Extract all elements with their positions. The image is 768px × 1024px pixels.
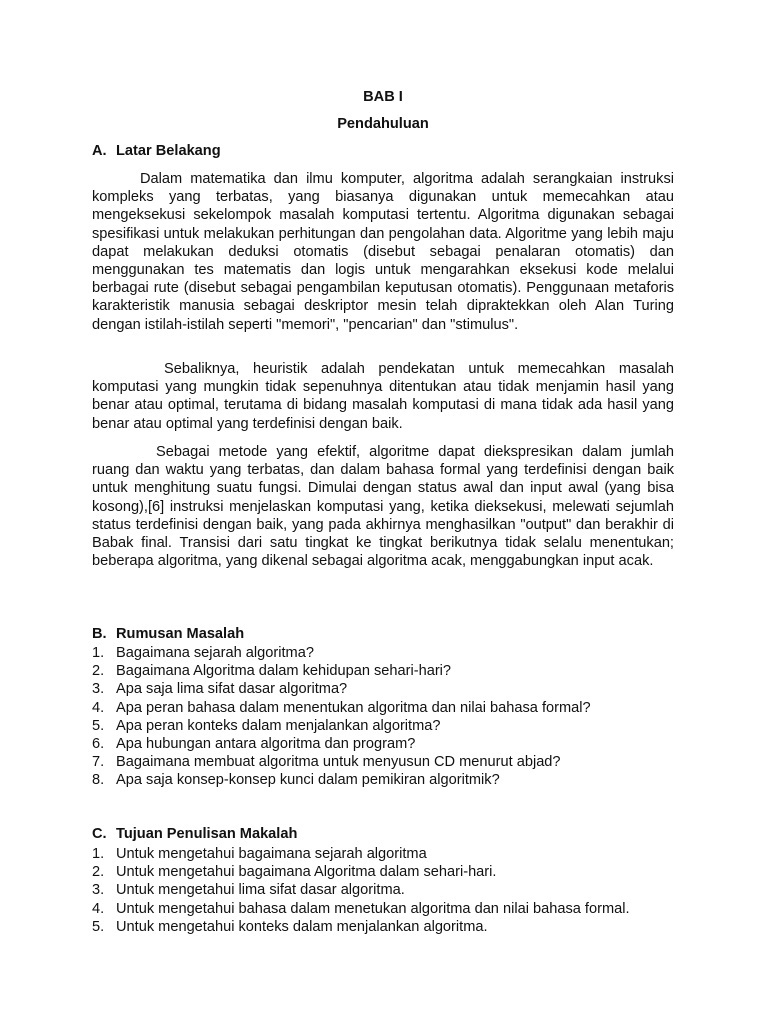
list-item bbox=[92, 753, 591, 771]
list-text: Untuk mengetahui bagaimana Algoritma dalam sehari-hari. bbox=[116, 864, 497, 881]
section-a-letter: A. bbox=[92, 143, 107, 159]
chapter-title: Pendahuluan bbox=[337, 116, 429, 132]
chapter-label: BAB I bbox=[363, 89, 403, 105]
list-item bbox=[92, 735, 591, 753]
section-c-title: Tujuan Penulisan Makalah bbox=[116, 826, 298, 842]
section-a-heading bbox=[92, 143, 221, 159]
list-number: 6. bbox=[92, 736, 105, 753]
section-b-letter: B. bbox=[92, 626, 107, 642]
list-item bbox=[92, 918, 630, 936]
list-text: Untuk mengetahui bahasa dalam menetukan algoritma dan nilai bahasa formal. bbox=[116, 900, 630, 917]
problem-list bbox=[92, 644, 591, 790]
list-text: Apa saja lima sifat dasar algoritma? bbox=[116, 681, 348, 698]
list-text: Bagaimana Algoritma dalam kehidupan sehari-hari? bbox=[116, 663, 452, 680]
list-text: Bagaimana sejarah algoritma? bbox=[116, 645, 314, 661]
list-text: Bagaimana membuat algoritma untuk menyusun CD menurut abjad? bbox=[116, 754, 561, 771]
list-text: Untuk mengetahui bagaimana sejarah algoritma bbox=[116, 846, 427, 862]
list-item bbox=[92, 699, 591, 717]
list-number: 3. bbox=[92, 882, 105, 899]
section-b-title: Rumusan Masalah bbox=[116, 626, 245, 642]
list-item bbox=[92, 680, 591, 698]
list-text: Apa peran bahasa dalam menentukan algoritma dan nilai bahasa formal? bbox=[116, 699, 591, 716]
section-c-letter: C. bbox=[92, 826, 107, 842]
paragraph-1: Dalam matematika dan ilmu komputer, algoritma adalah serangkaian instruksi kompleks yang terbatas, yang biasanya digunakan untuk memecahkan atau mengeksekusi sekelompok masalah komputasi tertentu. Algoritma digunakan sebagai spesifikasi untuk melakukan perhitungan dan pengolahan data. Algoritme yang lebih maju dapat melakukan deduksi otomatis (disebut sebagai penalaran otomatis) dan menggunakan tes matematis dan logis untuk mengarahkan eksekusi kode melalui berbagai rute (disebut sebagai pengambilan keputusan otomatis). Penggunaan metaforis karakteristik manusia sebagai deskriptor mesin telah dipraktekkan oleh Alan Turing dengan istilah-istilah seperti "memori", "pencarian" dan "stimulus". bbox=[92, 171, 674, 333]
list-item bbox=[92, 644, 591, 662]
paragraph-2: Sebaliknya, heuristik adalah pendekatan untuk memecahkan masalah komputasi yang mungkin tidak sepenuhnya ditentukan atau tidak menjamin hasil yang benar atau optimal, terutama di bidang masalah komputasi di mana tidak ada hasil yang benar atau optimal yang terdefinisi dengan baik. bbox=[92, 361, 674, 432]
list-number: 8. bbox=[92, 772, 105, 789]
section-a-title: Latar Belakang bbox=[116, 143, 221, 159]
list-item bbox=[92, 881, 630, 899]
list-item bbox=[92, 863, 630, 881]
list-number: 7. bbox=[92, 754, 105, 771]
list-item bbox=[92, 717, 591, 735]
list-number: 2. bbox=[92, 864, 105, 881]
list-text: Apa peran konteks dalam menjalankan algoritma? bbox=[116, 717, 441, 734]
list-item bbox=[92, 662, 591, 680]
section-b-heading bbox=[92, 626, 244, 642]
list-number: 5. bbox=[92, 717, 105, 734]
list-number: 1. bbox=[92, 846, 105, 862]
list-text: Apa saja konsep-konsep kunci dalam pemikiran algoritmik? bbox=[116, 772, 500, 789]
list-number: 4. bbox=[92, 699, 105, 716]
purpose-list bbox=[92, 845, 630, 936]
list-text: Untuk mengetahui lima sifat dasar algoritma. bbox=[116, 882, 405, 899]
list-number: 4. bbox=[92, 900, 105, 917]
list-number: 5. bbox=[92, 918, 105, 935]
list-number: 1. bbox=[92, 645, 105, 661]
section-c-heading bbox=[92, 826, 297, 842]
list-text: Apa hubungan antara algoritma dan program? bbox=[116, 736, 416, 753]
list-number: 2. bbox=[92, 663, 105, 680]
list-item bbox=[92, 900, 630, 918]
list-number: 3. bbox=[92, 681, 105, 698]
list-item bbox=[92, 845, 630, 863]
paragraph-3: Sebagai metode yang efektif, algoritme dapat diekspresikan dalam jumlah ruang dan waktu yang terbatas, dan dalam bahasa formal yang terdefinisi dengan baik untuk menghitung suatu fungsi. Dimulai dengan status awal dan input awal (yang bisa kosong),[6] instruksi menjelaskan komputasi yang, ketika dieksekusi, melewati sejumlah status terdefinisi dengan baik, yang pada akhirnya menghasilkan "output" dan berakhir di Babak final. Transisi dari satu tingkat ke tingkat berikutnya tidak selalu menentukan; beberapa algoritma, yang dikenal sebagai algoritma acak, menggabungkan input acak. bbox=[92, 444, 674, 570]
list-text: Untuk mengetahui konteks dalam menjalankan algoritma. bbox=[116, 918, 488, 935]
list-item bbox=[92, 771, 591, 789]
